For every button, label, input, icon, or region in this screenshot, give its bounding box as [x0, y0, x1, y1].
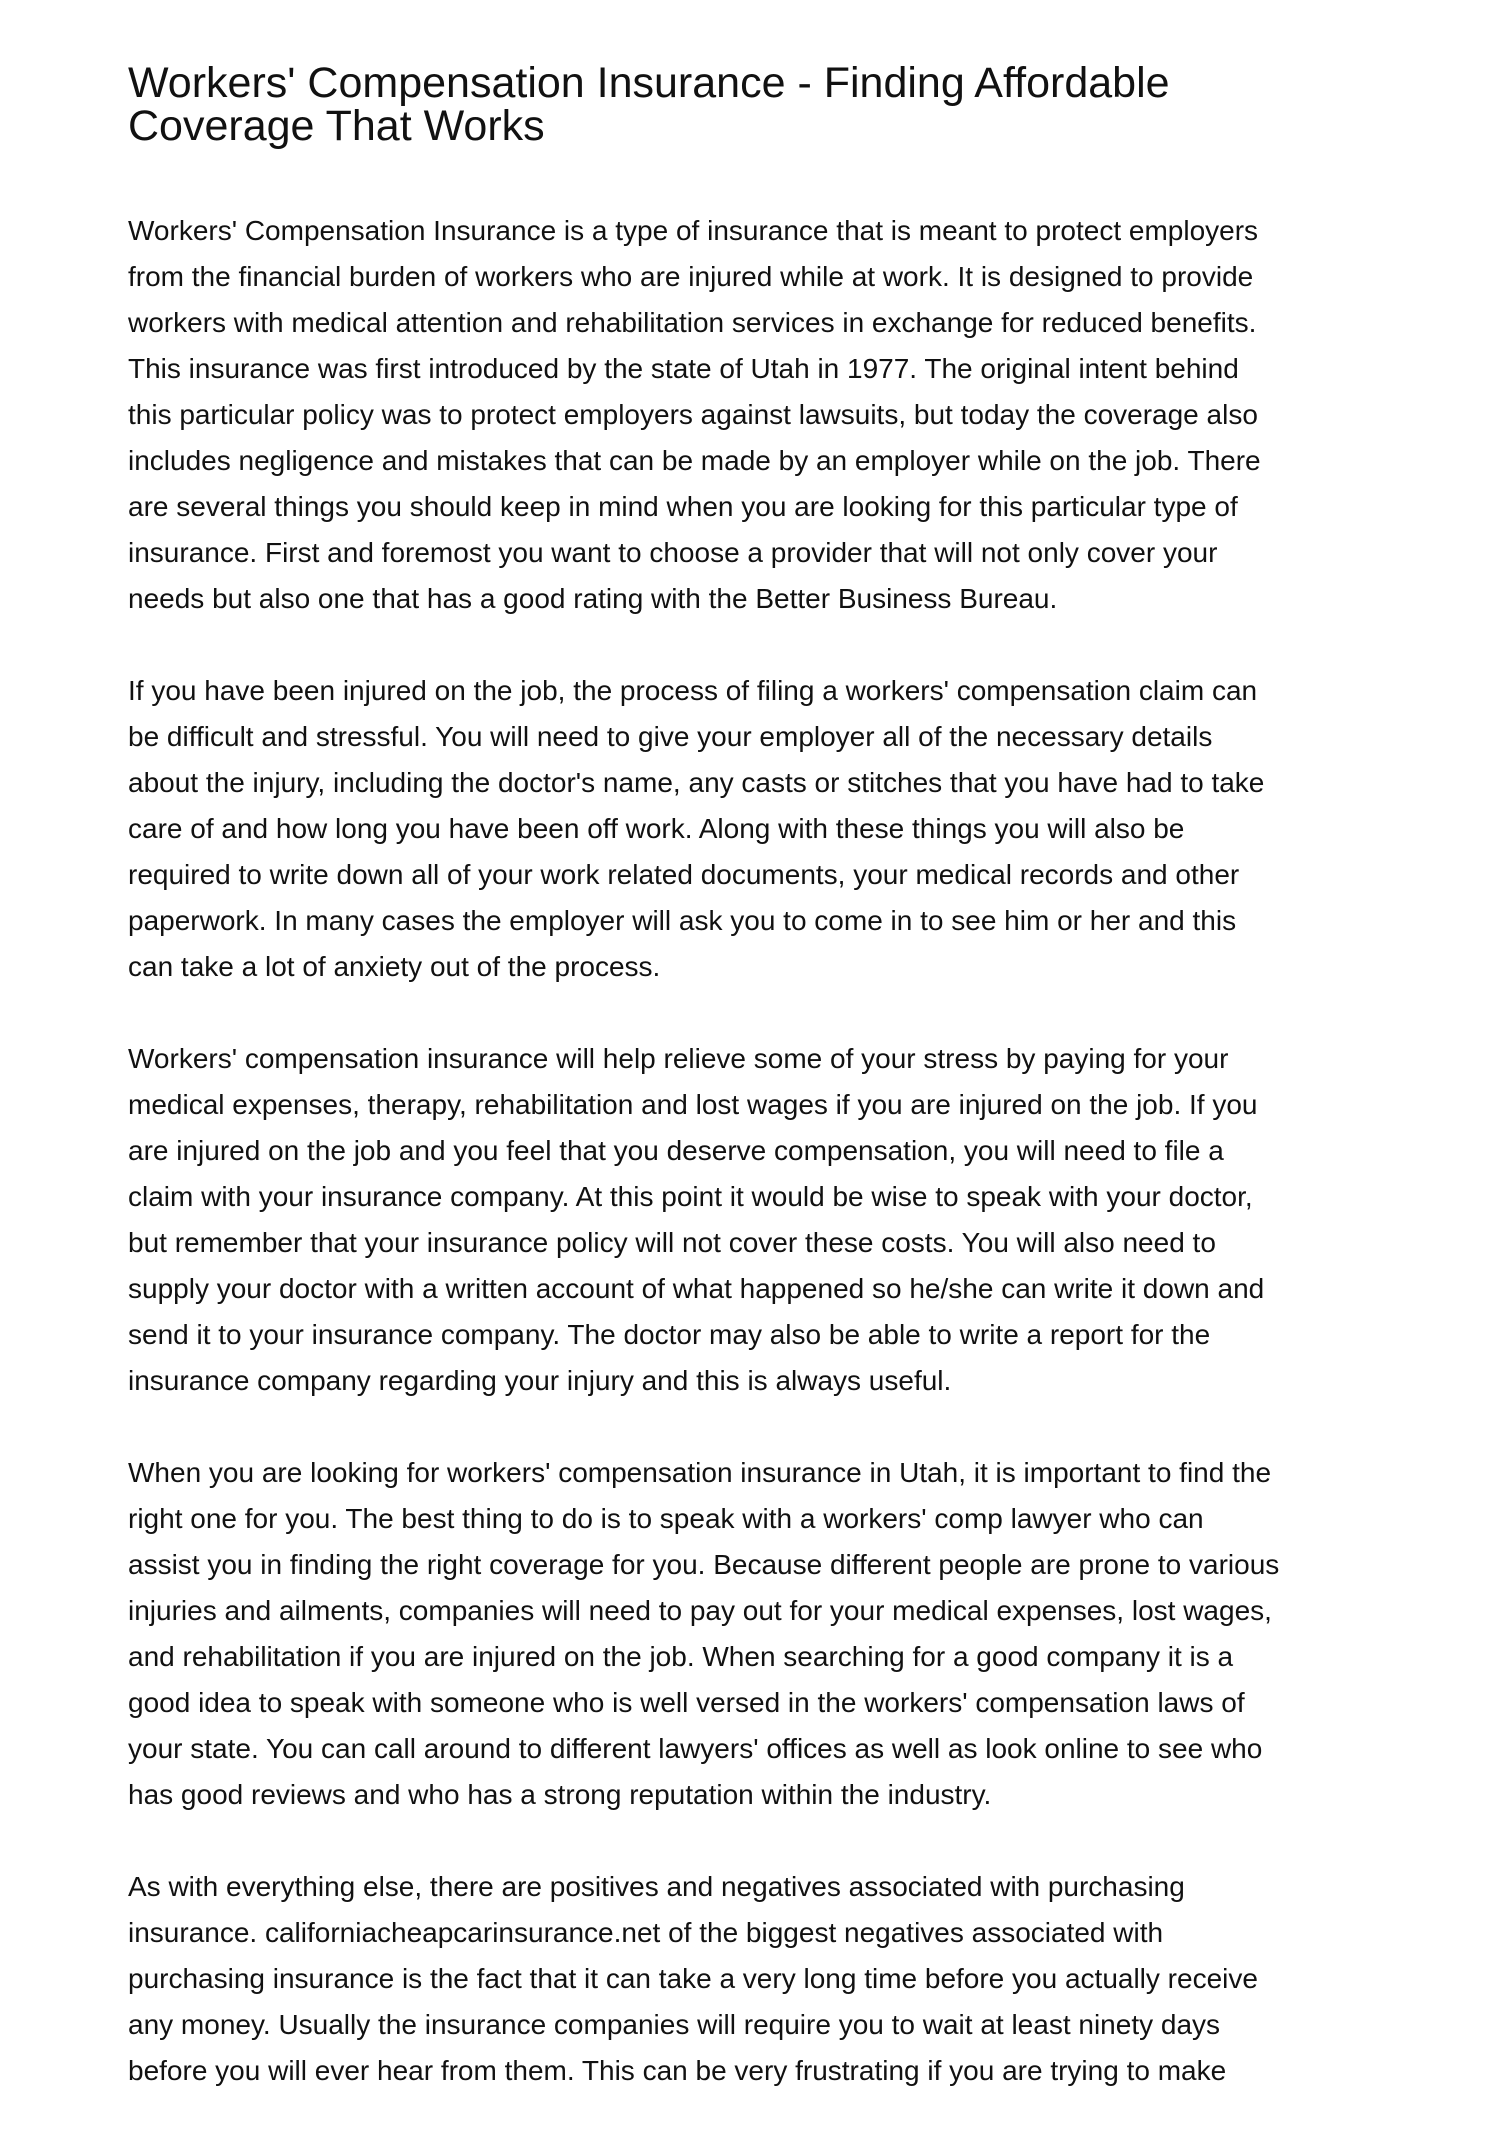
document-title	[128, 59, 1390, 150]
text-line: supply your doctor with a written account of what happened so he/she can write it down and	[128, 1273, 1265, 1304]
text-line: Workers' Compensation Insurance is a type of insurance that is meant to protect employers	[128, 215, 1259, 246]
text-line: care of and how long you have been off work. Along with these things you will also be	[128, 813, 1185, 844]
paragraph-3	[128, 1036, 1390, 1404]
text-line: this particular policy was to protect employers against lawsuits, but today the coverage also	[128, 399, 1258, 430]
text-line: includes negligence and mistakes that can be made by an employer while on the job. There	[128, 445, 1261, 476]
text-line: send it to your insurance company. The doctor may also be able to write a report for the	[128, 1319, 1211, 1350]
text-line: and rehabilitation if you are injured on the job. When searching for a good company it is a	[128, 1641, 1234, 1672]
text-line: any money. Usually the insurance companies will require you to wait at least ninety days	[128, 2009, 1221, 2040]
document-page	[128, 59, 1390, 2140]
text-line: This insurance was first introduced by the state of Utah in 1977. The original intent behind	[128, 353, 1239, 384]
text-line: Workers' compensation insurance will help relieve some of your stress by paying for your	[128, 1043, 1229, 1074]
text-line: insurance. californiacheapcarinsurance.net of the biggest negatives associated with	[128, 1917, 1164, 1948]
text-line: injuries and ailments, companies will need to pay out for your medical expenses, lost wages,	[128, 1595, 1272, 1626]
document-body	[128, 208, 1390, 2094]
text-line: but remember that your insurance policy will not cover these costs. You will also need to	[128, 1227, 1216, 1258]
text-line: workers with medical attention and rehabilitation services in exchange for reduced benefits.	[128, 307, 1257, 338]
title-line: Coverage That Works	[128, 102, 545, 150]
title-line: Workers' Compensation Insurance - Finding Affordable	[128, 59, 1170, 107]
text-line: are injured on the job and you feel that you deserve compensation, you will need to file a	[128, 1135, 1224, 1166]
text-line: As with everything else, there are positives and negatives associated with purchasing	[128, 1871, 1185, 1902]
text-line: good idea to speak with someone who is well versed in the workers' compensation laws of	[128, 1687, 1245, 1718]
paragraph-5	[128, 1864, 1390, 2094]
text-line: your state. You can call around to different lawyers' offices as well as look online to see who	[128, 1733, 1263, 1764]
text-line: assist you in finding the right coverage for you. Because different people are prone to various	[128, 1549, 1280, 1580]
text-line: needs but also one that has a good rating with the Better Business Bureau.	[128, 583, 1058, 614]
text-line: When you are looking for workers' compensation insurance in Utah, it is important to find the	[128, 1457, 1272, 1488]
text-line: purchasing insurance is the fact that it can take a very long time before you actually receive	[128, 1963, 1258, 1994]
paragraph-1	[128, 208, 1390, 622]
text-line: medical expenses, therapy, rehabilitation and lost wages if you are injured on the job. If you	[128, 1089, 1258, 1120]
text-line: be difficult and stressful. You will need to give your employer all of the necessary details	[128, 721, 1213, 752]
text-line: before you will ever hear from them. This can be very frustrating if you are trying to make	[128, 2055, 1227, 2086]
paragraph-4	[128, 1450, 1390, 1818]
text-line: insurance. First and foremost you want to choose a provider that will not only cover your	[128, 537, 1218, 568]
text-line: required to write down all of your work related documents, your medical records and other	[128, 859, 1240, 890]
paragraph-2	[128, 668, 1390, 990]
text-line: can take a lot of anxiety out of the process.	[128, 951, 661, 982]
text-line: insurance company regarding your injury and this is always useful.	[128, 1365, 952, 1396]
text-line: has good reviews and who has a strong reputation within the industry.	[128, 1779, 992, 1810]
text-line: claim with your insurance company. At this point it would be wise to speak with your doctor,	[128, 1181, 1253, 1212]
text-line: right one for you. The best thing to do is to speak with a workers' comp lawyer who can	[128, 1503, 1204, 1534]
text-line: paperwork. In many cases the employer will ask you to come in to see him or her and this	[128, 905, 1237, 936]
text-line: are several things you should keep in mind when you are looking for this particular type of	[128, 491, 1238, 522]
text-line: about the injury, including the doctor's name, any casts or stitches that you have had to take	[128, 767, 1265, 798]
text-line: If you have been injured on the job, the process of filing a workers' compensation claim can	[128, 675, 1258, 706]
text-line: from the financial burden of workers who are injured while at work. It is designed to provide	[128, 261, 1254, 292]
